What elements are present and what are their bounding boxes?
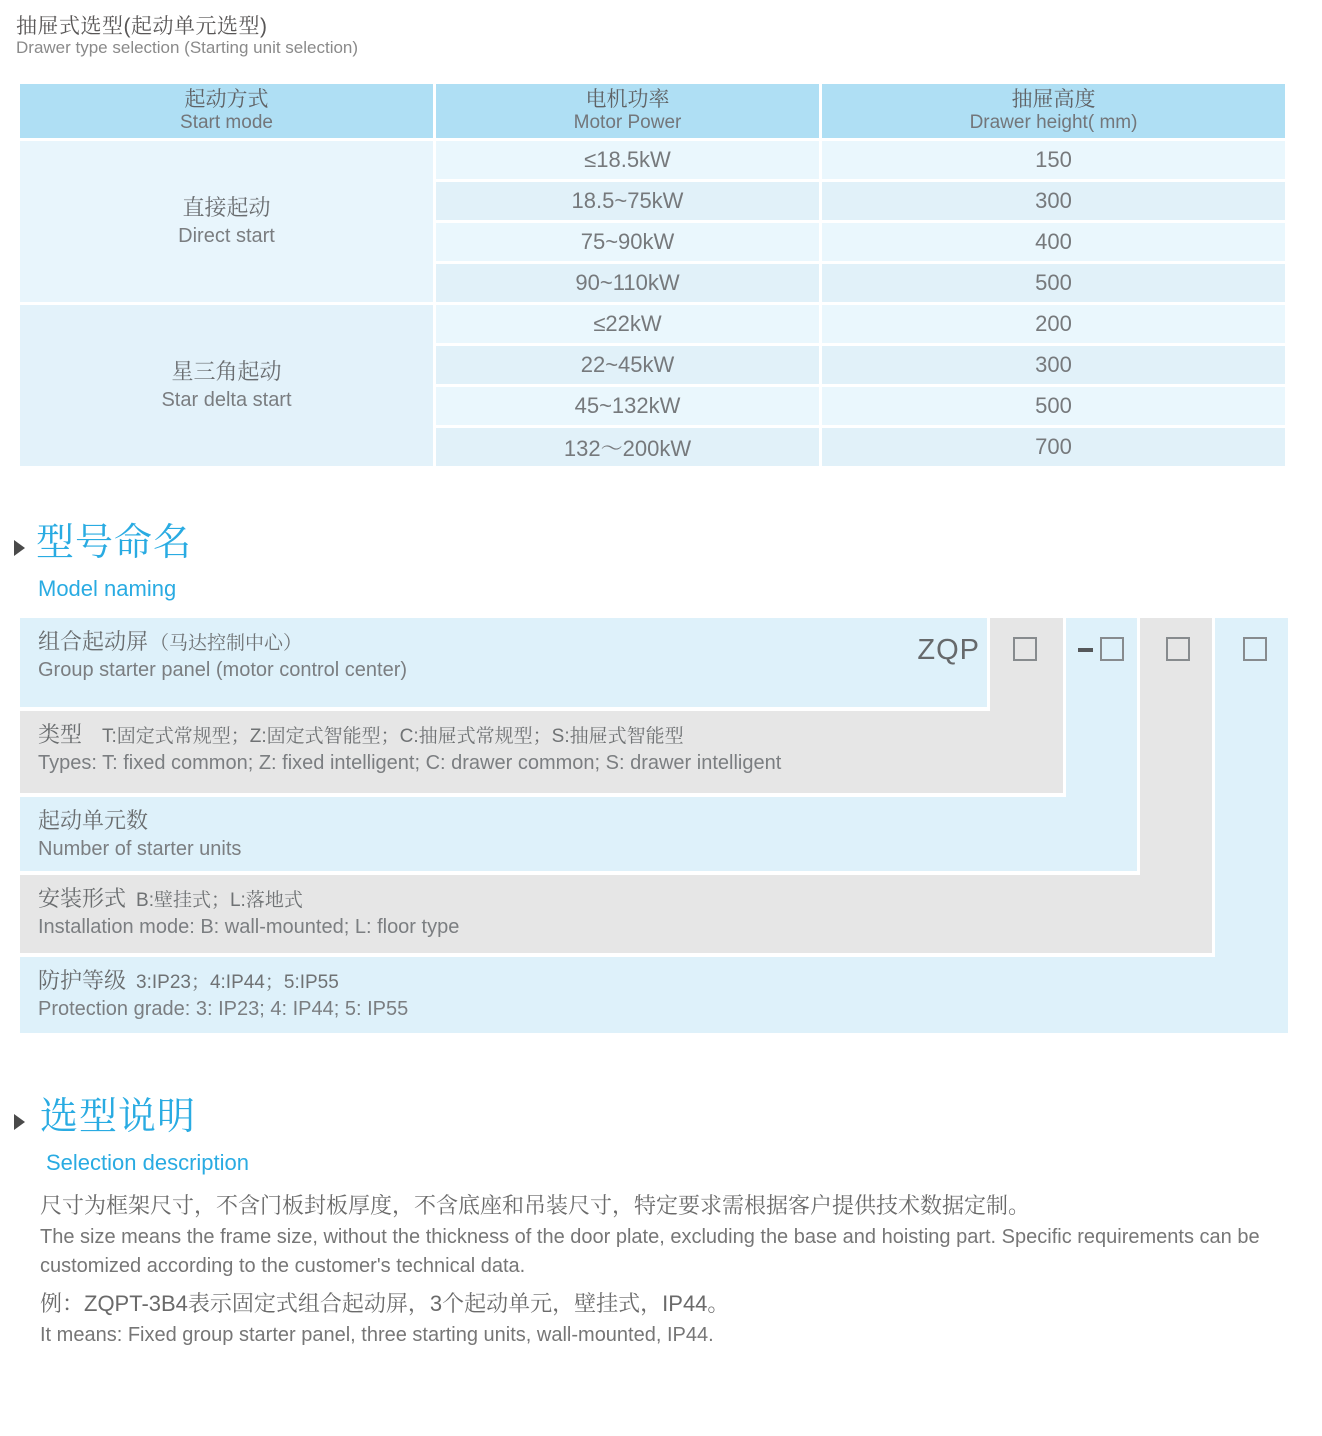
model-column-type [990,618,1063,793]
column-header-drawer-height [822,84,1285,138]
model-column-protection [1215,618,1288,1033]
model-naming-heading-zh: 型号命名 [36,522,193,564]
naming-row-group-starter-panel [20,618,987,707]
drawer-selection-table [20,84,1285,466]
header-start-mode-en: Start mode [180,112,273,134]
mode-cell-star-delta-start [20,305,433,466]
naming-row4-zh-desc: B:壁挂式；L:落地式 [136,890,303,911]
power-cell: 75~90kW [436,223,819,261]
power-cell: 132～200kW [436,428,819,466]
mode-direct-start-zh: 直接起动 [182,195,271,221]
description-en-1: The size means the frame size, without the thickness of the door plate, excluding the base and hoisting part. Specific requirements can be customized according to the customer's technical data. [40,1226,1260,1277]
power-cell: 90~110kW [436,264,819,302]
power-cell: ≤22kW [436,305,819,343]
description-zh-2: 例：ZQPT-3B4表示固定式组合起动屏，3个起动单元，壁挂式，IP44。 [40,1291,730,1316]
naming-row-installation-mode [20,875,1212,953]
header-drawer-height-en: Drawer height( mm) [969,112,1138,134]
height-cell: 500 [822,387,1285,425]
naming-row4-en: Installation mode: B: wall-mounted; L: floor type [38,916,460,938]
hyphen-mark [1078,648,1093,652]
model-column-installation [1140,618,1212,953]
section-arrow-icon [14,1114,25,1130]
naming-row1-zh-label: 组合起动屏 [38,629,149,654]
mode-star-delta-en: Star delta start [161,388,292,411]
mode-direct-start-en: Direct start [178,224,275,247]
model-digit-box-protection [1243,637,1267,661]
naming-row-type [20,711,1063,793]
naming-row2-en: Types: T: fixed common; Z: fixed intelligent; C: drawer common; S: drawer intelligent [38,752,782,774]
model-digit-box-units [1100,637,1124,661]
naming-row3-en: Number of starter units [38,838,242,860]
height-cell: 150 [822,141,1285,179]
naming-row5-en: Protection grade: 3: IP23; 4: IP44; 5: IP55 [38,998,409,1020]
naming-row5-zh-desc: 3:IP23；4:IP44；5:IP55 [136,972,339,993]
description-zh-1: 尺寸为框架尺寸，不含门板封板厚度，不含底座和吊装尺寸，特定要求需根据客户提供技术数据定制。 [40,1193,1031,1218]
model-digit-box-type [1013,637,1037,661]
header-motor-power-zh: 电机功率 [585,88,670,111]
naming-row-starter-units [20,797,1137,871]
column-header-motor-power [436,84,819,138]
model-naming-heading-en: Model naming [38,576,177,601]
naming-row2-zh-desc: T:固定式常规型；Z:固定式智能型；C:抽屉式常规型；S:抽屉式智能型 [102,726,684,747]
model-digit-box-installation [1166,637,1190,661]
height-cell: 300 [822,182,1285,220]
header-start-mode-zh: 起动方式 [184,88,269,111]
naming-row1-zh-desc: （马达控制中心） [150,633,303,654]
height-cell: 300 [822,346,1285,384]
column-header-start-mode [20,84,433,138]
naming-row5-zh-label: 防护等级 [38,968,127,993]
height-cell: 200 [822,305,1285,343]
model-column-starter-units [1066,618,1137,871]
power-cell: ≤18.5kW [436,141,819,179]
naming-row4-zh-label: 安装形式 [38,886,127,911]
selection-description-heading-zh: 选型说明 [40,1096,197,1138]
description-en-2: It means: Fixed group starter panel, three starting units, wall-mounted, IP44. [40,1324,714,1346]
height-cell: 500 [822,264,1285,302]
section-arrow-icon [14,540,25,556]
model-prefix-label: ZQP [917,634,980,666]
page-title-zh: 抽屉式选型(起动单元选型) [16,15,268,38]
page-title-en: Drawer type selection (Starting unit selection) [16,38,359,57]
selection-description-heading-en: Selection description [46,1150,250,1175]
naming-row1-en: Group starter panel (motor control center) [38,659,408,681]
naming-row3-zh-label: 起动单元数 [38,808,149,833]
height-cell: 700 [822,428,1285,466]
header-motor-power-en: Motor Power [573,112,682,134]
naming-row-protection-grade [20,957,1288,1033]
power-cell: 22~45kW [436,346,819,384]
power-cell: 45~132kW [436,387,819,425]
mode-cell-direct-start [20,141,433,302]
header-drawer-height-zh: 抽屉高度 [1011,88,1096,111]
selection-description-body [40,1190,1296,1350]
mode-star-delta-zh: 星三角起动 [171,359,282,385]
height-cell: 400 [822,223,1285,261]
naming-row2-zh-label: 类型 [38,722,83,747]
power-cell: 18.5~75kW [436,182,819,220]
